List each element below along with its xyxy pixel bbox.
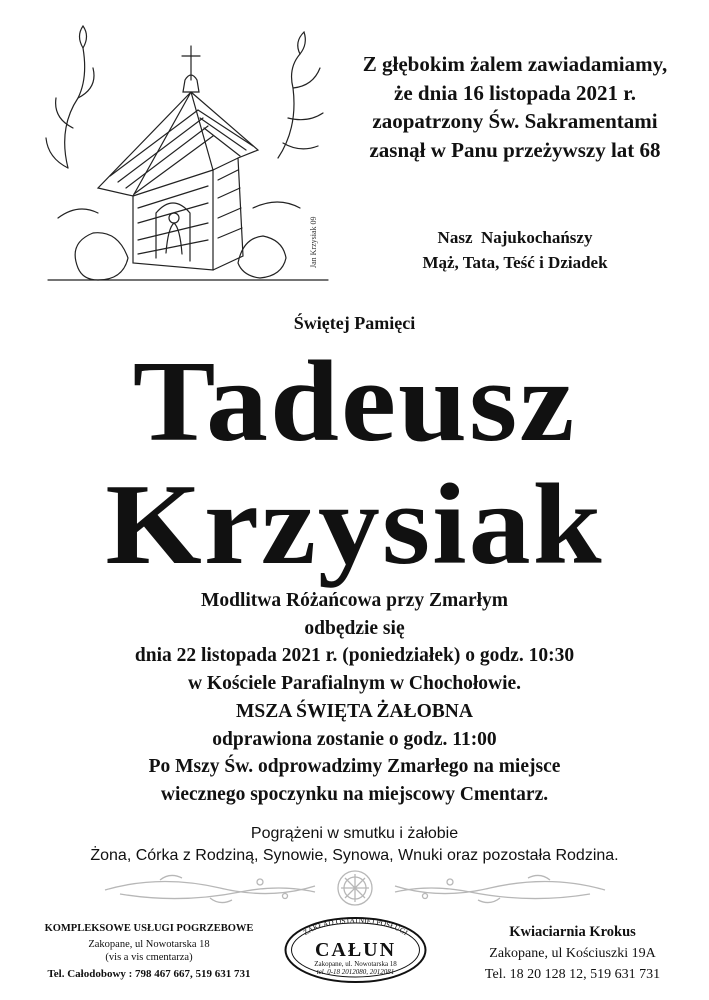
- intro-line: zasnął w Panu przeżywszy lat 68: [369, 137, 661, 162]
- logo-name: CAŁUN: [314, 939, 397, 961]
- announcement-line: w Kościele Parafialnym w Chochołowie.: [187, 673, 522, 695]
- funeral-home-name: KOMPLEKSOWE USŁUGI POGRZEBOWE: [44, 923, 254, 934]
- intro-block: [330, 50, 700, 164]
- announcement-line: Po Mszy Św. odprowadzimy Zmarłego na miejsce: [148, 756, 561, 778]
- funeral-home-info: [14, 922, 284, 981]
- florist-info: [440, 922, 705, 985]
- florist-name: Kwiaciarnia Krokus: [509, 924, 636, 940]
- intro-line: że dnia 16 listopada 2021 r.: [394, 80, 636, 105]
- relation-line: Nasz Najukochańszy: [437, 228, 593, 247]
- logo-top-text: ZAKŁAD OSTATNIEJ POSŁUGI: [301, 915, 410, 938]
- florist-phone: Tel. 18 20 128 12, 519 631 731: [484, 967, 661, 982]
- announcement-line: odprawiona zostanie o godz. 11:00: [212, 728, 497, 750]
- mourners-line: Pogrążeni w smutku i żałobie: [250, 825, 459, 842]
- funeral-home-address: Zakopane, ul Nowotarska 18: [88, 939, 210, 950]
- funeral-home-note: (vis a vis cmentarza): [105, 952, 193, 963]
- logo-phone: tel. 0-18 2012080, 2012081: [316, 968, 395, 976]
- deceased-first-name: Tadeusz: [132, 337, 577, 466]
- announcement-line: MSZA ŚWIĘTA ŻAŁOBNA: [236, 700, 473, 722]
- announcement-line: Modlitwa Różańcowa przy Zmarłym: [200, 590, 509, 611]
- in-memory-heading: Świętej Pamięci: [293, 313, 416, 333]
- florist-address: Zakopane, ul Kościuszki 19A: [489, 946, 656, 961]
- relation-block: [330, 225, 700, 275]
- intro-line: Z głębokim żalem zawiadamiamy,: [362, 52, 668, 76]
- mourners-block: [0, 823, 709, 867]
- announcement-block: [0, 587, 709, 809]
- ornament-divider: [100, 868, 610, 908]
- announcement-line: wiecznego spoczynku na miejscowy Cmentarz.: [160, 783, 549, 805]
- funeral-home-phone: Tel. Całodobowy : 798 467 667, 519 631 731: [47, 968, 251, 980]
- announcement-line: dnia 22 listopada 2021 r. (poniedziałek) o godz. 10:30: [134, 645, 575, 667]
- sketch-signature: Jan Krzysiak 09: [309, 216, 318, 268]
- svg-text:ZAKŁAD OSTATNIEJ POSŁUGI: [302, 916, 410, 938]
- announcement-line: odbędzie się: [304, 617, 405, 639]
- deceased-last-name: Krzysiak: [105, 460, 604, 589]
- calun-logo: [283, 915, 428, 985]
- logo-address: Zakopane, ul. Nowotarska 18: [314, 960, 397, 968]
- intro-line: zaopatrzony Św. Sakramentami: [372, 109, 658, 133]
- chapel-illustration: [38, 18, 338, 298]
- relation-line: Mąż, Tata, Teść i Dziadek: [422, 253, 608, 272]
- mourners-line: Żona, Córka z Rodziną, Synowie, Synowa, Wnuki oraz pozostała Rodzina.: [90, 847, 619, 864]
